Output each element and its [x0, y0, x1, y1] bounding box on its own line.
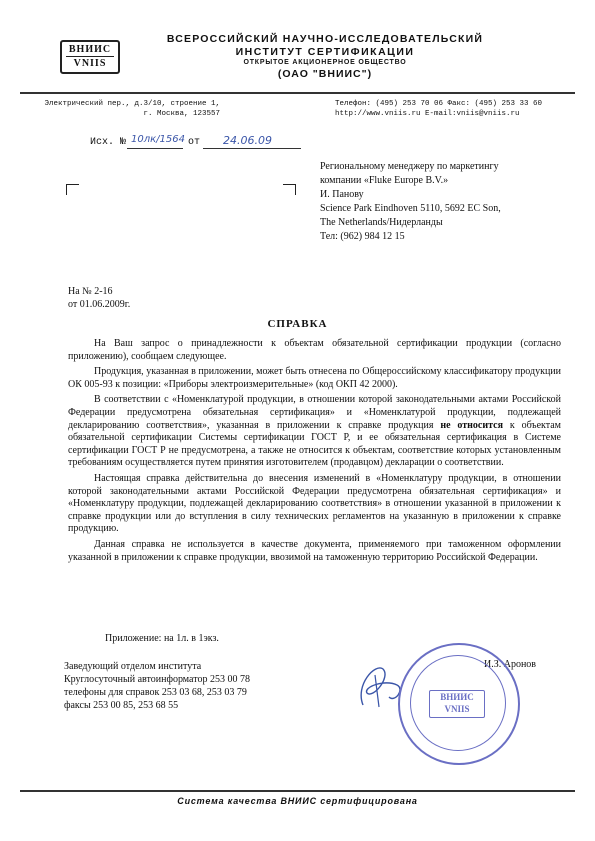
- address-line1: Электрический пер., д.3/10, строение 1,: [44, 100, 220, 108]
- out-number-label: Исх. №: [90, 137, 127, 148]
- document-title: СПРАВКА: [267, 318, 328, 330]
- logo-bottom-text: VNIIS: [73, 58, 107, 69]
- stamp-bottom-text: VNIIS: [444, 704, 470, 714]
- logo-top-text: ВНИИС: [66, 43, 114, 57]
- inquiry-phones: телефоны для справок 253 03 68, 253 03 79: [64, 687, 247, 698]
- stamp-top-text: ВНИИС: [440, 692, 474, 702]
- org-name-line2: ИНСТИТУТ СЕРТИФИКАЦИИ: [235, 46, 415, 58]
- footer-divider: [20, 790, 575, 792]
- body-text: [68, 338, 561, 564]
- contact-block: [335, 99, 542, 119]
- date-underline: [203, 148, 301, 149]
- in-answer-date: от 01.06.2009г.: [68, 299, 131, 310]
- recipient-line6: Тел: (962) 984 12 15: [320, 231, 405, 242]
- recipient-line5: The Netherlands/Нидерланды: [320, 217, 443, 228]
- paragraph-3-part-b: к объектам обязательной сертификации Системы сертификации ГОСТ Р, и ее обязательная сертификация в Системе сертификации ГОСТ Р не предусмотрена, а также не относится к объектам, соответствие которых установленным требованиям осуществляется путем принятия изготовителем (продавцом) декларации о соответствии.: [68, 419, 562, 469]
- recipient-block: [320, 160, 501, 244]
- paragraph-3-emphasis: не относится: [440, 419, 504, 431]
- phone-fax-line: Телефон: (495) 253 70 06 Факс: (495) 253 33 60: [335, 100, 543, 108]
- recipient-line3: И. Панову: [320, 189, 364, 200]
- out-number-underline: [127, 148, 183, 149]
- signer-name: И.З. Аронов: [484, 659, 537, 670]
- paragraph-3: [68, 394, 561, 470]
- in-answer-block: [68, 285, 130, 311]
- out-number-handwritten: 10лк/1564: [131, 134, 185, 145]
- autoinformer-phone: Круглосуточный автоинформатор 253 00 78: [64, 674, 250, 685]
- paragraph-3-part-a: В соответствии с «Номенклатурой продукции, в отношении которой законодательными актами Российской Федерации предусмотрена обязательная сертификация» и «Номенклатурой продукции, подлежащей декларированию соответствия», указанная в приложении к справке продукция: [68, 394, 561, 431]
- web-email-line: http://www.vniis.ru E-mail:vniis@vniis.ru: [335, 110, 520, 118]
- signer-position: Заведующий отделом института: [64, 661, 202, 672]
- header-divider: [20, 92, 575, 94]
- recipient-line1: Региональному менеджеру по маркетингу: [320, 161, 499, 172]
- stamp-center-box: [429, 690, 485, 718]
- vniis-logo: [60, 40, 120, 74]
- date-label: от: [188, 137, 201, 148]
- address-line2: г. Москва, 123557: [143, 110, 220, 118]
- recipient-line2: компании «Fluke Europe B.V.»: [320, 175, 449, 186]
- address-corner-left: [66, 184, 79, 195]
- org-name-line4: (ОАО "ВНИИС"): [277, 68, 373, 80]
- official-stamp: [398, 643, 520, 765]
- paragraph-4: Настоящая справка действительна до внесения изменений в «Номенклатуру продукции, в отношении которой законодательными актами Российской Федерации предусмотрена обязательная сертификация» и «Номенклатуру продукции, подлежащей декларированию соответствия» в отношении указанной в приложении к справке продукции или до вступления в силу технических регламентов на указанную в приложении к справке продукцию.: [68, 472, 561, 535]
- footer-text: Система качества ВНИИС сертифицирована: [177, 796, 418, 806]
- org-name-line3: ОТКРЫТОЕ АКЦИОНЕРНОЕ ОБЩЕСТВО: [243, 59, 407, 66]
- paragraph-1: На Ваш запрос о принадлежности к объектам обязательной сертификации продукции (согласно приложению), сообщаем следующее.: [68, 338, 561, 362]
- date-handwritten: 24.06.09: [223, 134, 272, 147]
- address-block: [20, 99, 220, 119]
- fax-numbers: факсы 253 00 85, 253 68 55: [64, 700, 179, 711]
- in-answer-number: На № 2-16: [68, 286, 113, 297]
- org-name-line1: ВСЕРОССИЙСКИЙ НАУЧНО-ИССЛЕДОВАТЕЛЬСКИЙ: [166, 33, 484, 45]
- recipient-line4: Science Park Eindhoven 5110, 5692 EC Son,: [320, 203, 501, 214]
- address-corner-right: [283, 184, 296, 195]
- attachment-note: Приложение: на 1л. в 1экз.: [105, 633, 219, 644]
- signature-block: [64, 660, 250, 712]
- paragraph-2: Продукция, указанная в приложении, может быть отнесена по Общероссийскому классификатору продукции ОК 005-93 к позиции: «Приборы электроизмерительные» (код ОКП 42 2000).: [68, 366, 561, 390]
- paragraph-5: Данная справка не используется в качестве документа, применяемого при таможенном оформлении указанной в приложении к справке продукции, ввозимой на таможенную территорию Российской Федерации.: [68, 538, 561, 563]
